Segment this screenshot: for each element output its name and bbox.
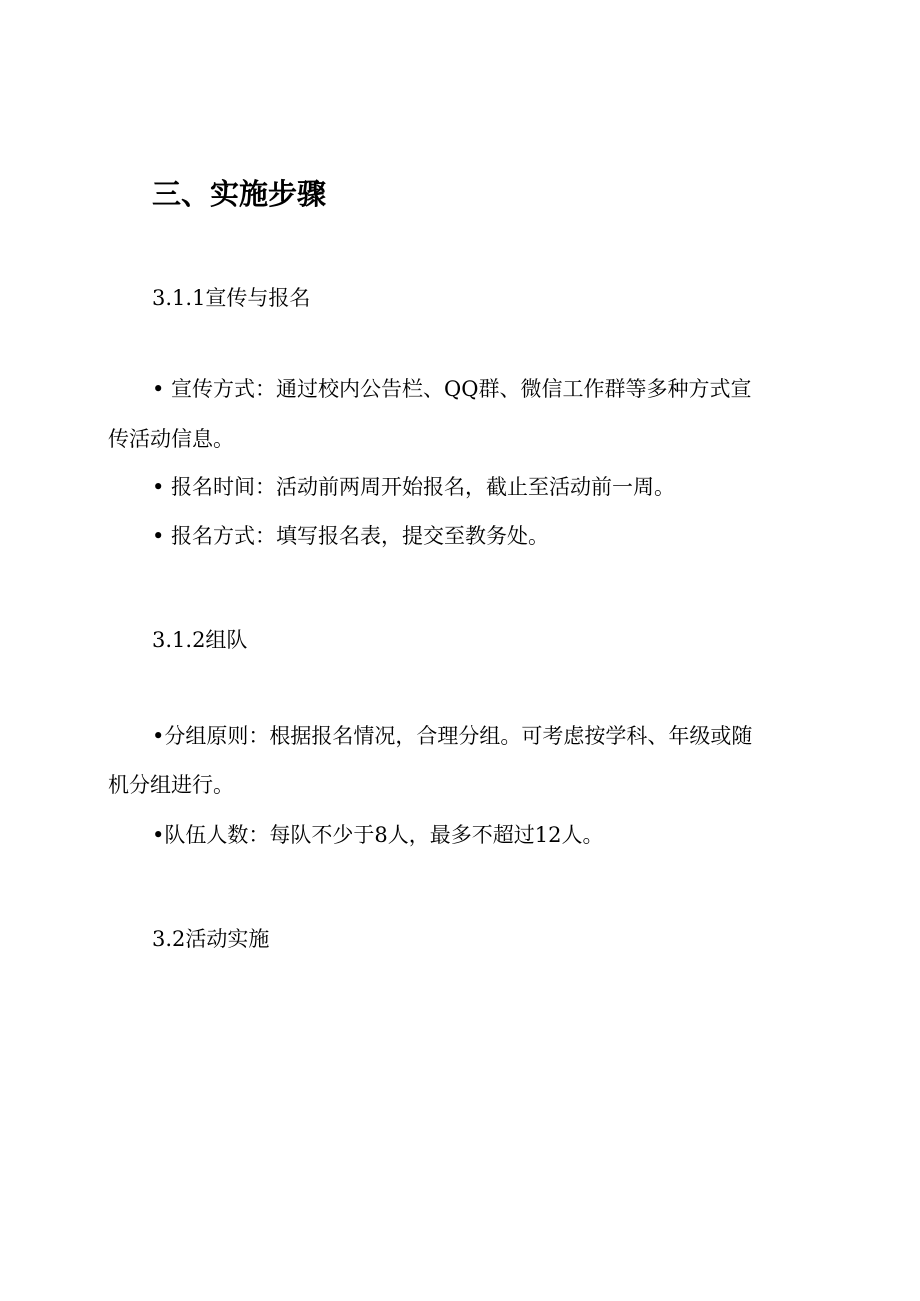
bullet-grouping-principle: •分组原则：根据报名情况，合理分组。可考虑按学科、年级或随: [152, 724, 753, 748]
bullet-publicity-method-continued: 传活动信息。: [108, 427, 234, 451]
subsection-title-activity-implementation: 3.2活动实施: [152, 927, 270, 951]
bullet-registration-time: • 报名时间：活动前两周开始报名，截止至活动前一周。: [152, 475, 676, 499]
subsection-title-team-forming: 3.1.2组队: [152, 628, 248, 652]
bullet-team-size: •队伍人数：每队不少于8人，最多不超过12人。: [152, 823, 604, 847]
bullet-publicity-method: • 宣传方式：通过校内公告栏、QQ群、微信工作群等多种方式宣: [152, 377, 752, 401]
bullet-grouping-principle-continued: 机分组进行。: [108, 773, 234, 797]
bullet-registration-method: • 报名方式：填写报名表，提交至教务处。: [152, 524, 550, 548]
subsection-title-publicity-registration: 3.1.1宣传与报名: [152, 286, 311, 310]
section-heading: 三、实施步骤: [152, 177, 327, 211]
